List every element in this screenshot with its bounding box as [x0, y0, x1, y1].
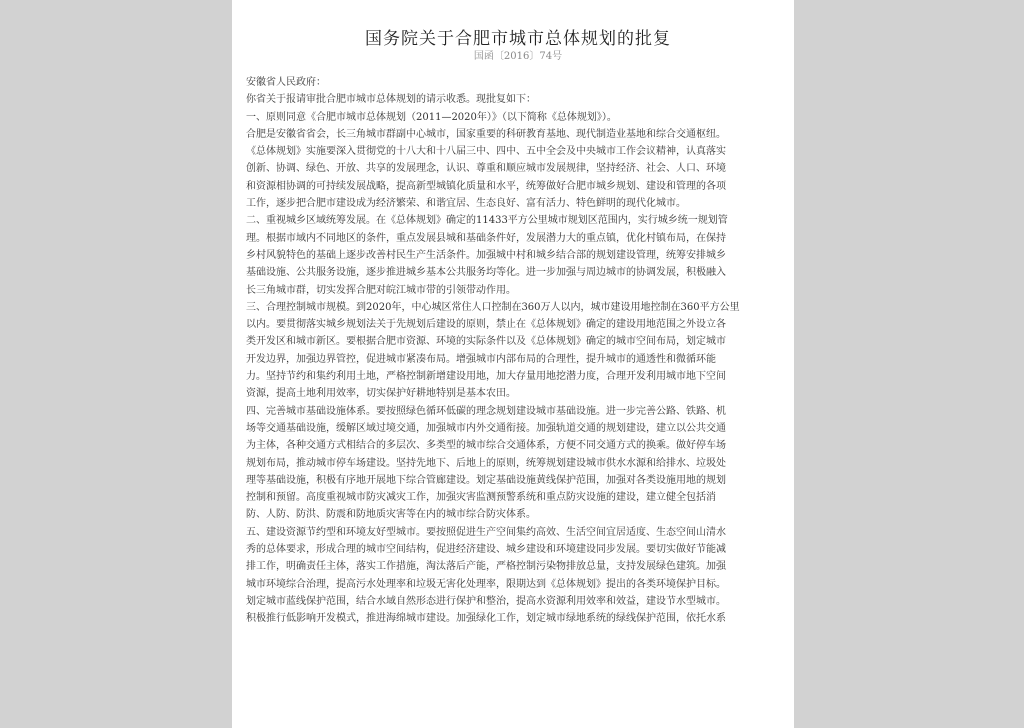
text-line: 乡村风貌特色的基础上逐步改善村民生产生活条件。加强城中村和城乡结合部的规划建设管理，统筹安排城乡	[246, 249, 726, 261]
text-line: 一、原则同意《合肥市城市总体规划（2011—2020年）》（以下简称《总体规划》）。	[246, 111, 617, 123]
text-line: 规划布局，推动城市停车场建设。坚持先地下、后地上的原则，统筹规划建设城市供水水源和给排水、垃圾处	[246, 457, 726, 469]
text-line: 力。坚持节约和集约利用土地，严格控制新增建设用地，加大存量用地挖潜力度，合理开发利用城市地下空间	[246, 371, 726, 383]
text-line: 为主体，各种交通方式相结合的多层次、多类型的城市综合交通体系，方便不同交通方式的换乘。做好停车场	[246, 440, 726, 452]
page-title: 国务院关于合肥市城市总体规划的批复	[365, 29, 671, 49]
text-line: 二、重视城乡区域统筹发展。在《总体规划》确定的11433平方公里城市规划区范围内，实行城乡统一规划管	[246, 215, 728, 227]
text-line: 类开发区和城市新区。要根据合肥市资源、环境的实际条件以及《总体规划》确定的城市空间布局，划定城市	[246, 336, 726, 348]
text-line: 《总体规划》实施要深入贯彻党的十八大和十八届三中、四中、五中全会及中央城市工作会议精神，认真落实	[246, 146, 726, 158]
text-line: 工作，逐步把合肥市建设成为经济繁荣、和谐宜居、生态良好、富有活力、特色鲜明的现代化城市。	[246, 198, 686, 210]
text-line: 防、人防、防洪、防震和防地质灾害等在内的城市综合防灾体系。	[246, 509, 536, 521]
text-line: 秀的总体要求，形成合理的城市空间结构，促进经济建设、城乡建设和环境建设同步发展。要切实做好节能减	[246, 544, 726, 556]
text-line: 城市环境综合治理，提高污水处理率和垃圾无害化处理率，限期达到《总体规划》提出的各类环境保护目标。	[246, 578, 726, 590]
text-line: 资源，提高土地利用效率，切实保护好耕地特别是基本农田。	[246, 388, 516, 400]
text-line: 你省关于报请审批合肥市城市总体规划的请示收悉。现批复如下：	[246, 94, 536, 106]
text-line: 创新、协调、绿色、开放、共享的发展理念，认识、尊重和顺应城市发展规律，坚持经济、社会、人口、环境	[246, 163, 726, 175]
text-line: 积极推行低影响开发模式，推进海绵城市建设。加强绿化工作，划定城市绿地系统的绿线保护范围，依托水系	[246, 613, 726, 625]
text-line: 四、完善城市基础设施体系。要按照绿色循环低碳的理念规划建设城市基础设施。进一步完善公路、铁路、机	[246, 405, 726, 417]
text-line: 合肥是安徽省省会，长三角城市群副中心城市，国家重要的科研教育基地、现代制造业基地和综合交通枢纽。	[246, 128, 726, 140]
text-line: 以内。要贯彻落实城乡规划法关于先规划后建设的原则，禁止在《总体规划》确定的建设用地范围之外设立各	[246, 319, 726, 331]
text-line: 理等基础设施，积极有序地开展地下综合管廊建设。划定基础设施黄线保护范围，加强对各类设施用地的规划	[246, 474, 726, 486]
text-line: 三、合理控制城市规模。到2020年，中心城区常住人口控制在360万人以内，城市建设用地控制在360平方公里	[246, 301, 740, 313]
text-line: 场等交通基础设施，缓解区域过境交通，加强城市内外交通衔接。加强轨道交通的规划建设，建立以公共交通	[246, 422, 726, 434]
document-number: 国函〔2016〕74号	[473, 51, 563, 62]
text-line: 排工作，明确责任主体，落实工作措施，淘汰落后产能，严格控制污染物排放总量，支持发展绿色建筑。加强	[246, 561, 726, 573]
text-line: 理。根据市域内不同地区的条件，重点发展县城和基础条件好，发展潜力大的重点镇，优化村镇布局，在保持	[246, 232, 726, 244]
text-line: 和资源相协调的可持续发展战略，提高新型城镇化质量和水平，统筹做好合肥市城乡规划、建设和管理的各项	[246, 180, 726, 192]
text-line: 控制和预留。高度重视城市防灾减灾工作，加强灾害监测预警系统和重点防灾设施的建设，建立健全包括消	[246, 492, 716, 504]
text-line: 划定城市蓝线保护范围，结合水域自然形态进行保护和整治，提高水资源利用效率和效益，建设节水型城市。	[246, 595, 726, 607]
document-page	[232, 0, 794, 728]
text-line: 五、建设资源节约型和环境友好型城市。要按照促进生产空间集约高效、生活空间宜居适度、生态空间山清水	[246, 526, 726, 538]
text-line: 开发边界，加强边界管控，促进城市紧凑布局。增强城市内部布局的合理性，提升城市的通透性和微循环能	[246, 353, 716, 365]
text-line: 长三角城市群，切实发挥合肥对皖江城市带的引领带动作用。	[246, 284, 516, 296]
text-line: 安徽省人民政府：	[246, 77, 326, 88]
document-body	[246, 74, 770, 628]
text-line: 基础设施、公共服务设施，逐步推进城乡基本公共服务均等化。进一步加强与周边城市的协调发展，积极融入	[246, 267, 726, 279]
